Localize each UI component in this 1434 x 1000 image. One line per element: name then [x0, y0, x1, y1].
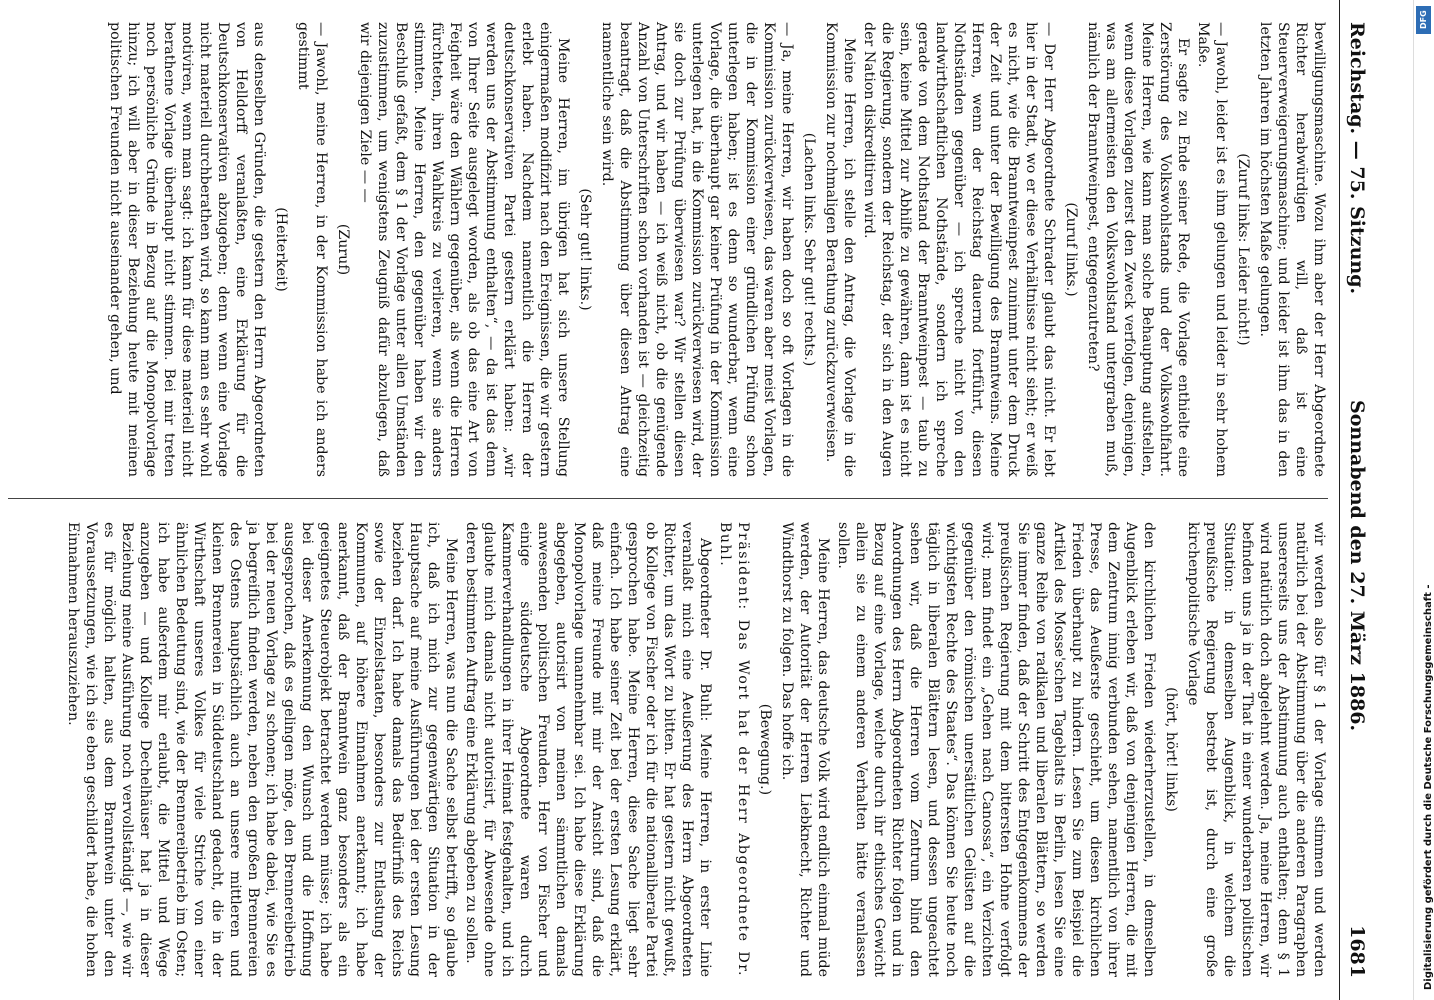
paragraph: (Lachen links. Sehr gut! rechts.) [801, 132, 817, 367]
paragraph: aus denselben Gründen, die gestern den Herrn Abgeordneten von Helldorff veranlaßten, eine Erklärung für die Deutschkonservativen abzugeben; denn wenn eine Vorlage nicht materiell durchberathen wird, so kann man es sehr wohl motiviren, wenn man sagt: ich kann für diese materiell nicht berathene Vorlage überhaupt nicht stimmen. Bei mir treten noch persönliche Gründe in Bezug auf die Monopolvorlage hinzu; ich will aber in dieser Beziehung heute mit meinen politischen Freunden nicht auseinander gehen, und [107, 22, 267, 477]
paragraph: Meine Herren, im übrigen hat sich unsere Stellung einigermaßen modifizirt nach den Ereignissen, die wir gestern erlebt haben. Nachdem namentlich die Herren der deutschkonservativen Partei gestern erklärt haben: „wir werden uns der Abstimmung enthalten“, — da ist das denn von Ihrer Seite ausgelegt worden, als ob das eine Art von Feigheit wäre den Wählern gegenüber, als wenn die Herren fürchteten, ihren Wahlkreis zu verlieren, wenn sie anders stimmten. Meine Herren, den gegenüber haben wir den Beschluß gefaßt, dem § 1 der Vorlage unter allen Umständen zuzustimmen, um wenigstens Zeugniß dafür abzulegen, daß wir diejenigen Ziele — — [357, 22, 571, 477]
paragraph: bewilligungsmaschine. Wozu ihm aber der Herr Abgeordnete Richter herabwürdigen will, daß ist eine Steuerverweigerungsmaschine; und leider ist ihm das in den letzten Jahren im höchsten Maße gelungen. [1257, 22, 1327, 477]
paragraph: — Jawohl, meine Herren, in der Kommission habe ich anders gestimmt [295, 22, 329, 477]
paragraph: Meine Herren, was nun die Sache selbst betrifft, so glaube ich, daß ich mich zur gegenwärtigen Situation in der Hauptsache auf meine Ausführungen bei der ersten Lesung beziehen darf. Ich habe damals das Bedürfniß des Reichs sowie der Einzelstaaten, besonders zur Entlastung der Kommunen, auf höhere Einnahmen anerkannt; ich habe anerkannt, daß der Branntwein ganz besonders als ein geeignetes Steuerobjekt betrachtet werden müsse; ich habe bei dieser Anerkennung den Wunsch und die Hoffnung ausgesprochen, daß es gelingen möge, den Brennereibetrieb bei der neuen Vorlage zu schonen; ich habe dabei, wie Sie es ja begreiflich finden werden, neben den großen Brennereien des Ostens hauptsächlich auch an unsere mittleren und kleinen Brennereien in Süddeutschland gedacht, die in der Wirthschaft unseres Volkes für viele Striche von einer ähnlichen Bedeutung sind, wie der Brennereibetrieb im Osten; ich habe außerdem mir erlaubt, die Mittel und Wege anzugeben — und Kollege Dechelhäuser hat ja in dieser Beziehung meine Ausführung noch vervollständigt —, wie wir es für möglich halten, aus dem Branntwein unter den Voraussetzungen, wie ich sie eben geschildert habe, die hohen Einnahmen herauszuziehen. [65, 522, 459, 977]
paragraph: (Heiterkeit) [273, 207, 289, 292]
paragraph: (Zuruf) [335, 223, 351, 276]
paragraph: (Zuruf links.) [1063, 202, 1079, 297]
paragraph: Präsident: Das Wort hat der Herr Abgeordnete Dr. Buhl. [717, 522, 751, 977]
text-column-left [8, 22, 1328, 477]
paragraph: den kirchlichen Frieden wiederherzustellen, in demselben Augenblick erleben wir, daß von denjenigen Herren, die mit dem Zentrum innig verbunden sehen, namentlich von ihrer Presse, das Aeußerste geschieht, um diesen kirchlichen Frieden überhaupt zu hindern. Lesen Sie zum Beispiel die Artikel des Mosse'schen Tageblatts in Berlin, lesen Sie eine ganze Reihe von radikalen und liberalen Blättern, so werden Sie immer finden, daß der Schritt des Entgegenkommens der preußischen Regierung mit dem bittersten Hohne verfolgt wird; man findet ein „Gehen nach Canossa“, ein Verzichten gegenüber den römischen unersättlichen Gelüsten auf die wichtigsten Rechte des Staates“. Das können Sie heute noch täglich in liberalen Blättern lesen, und dessen ungeachtet sehen wir, daß die Herren vom Zentrum blind den Anordnungen des Herrn Abgeordneten Richter folgen und in Bezug auf eine Vorlage, welche durch ihr ethisches Gewicht allein sie zu einem anderen Verhalten hätte veranlassen sollen. [835, 522, 1157, 977]
paragraph: (Bewegung.) [757, 703, 773, 796]
paragraph: (hört, hört! links) [1163, 687, 1179, 812]
text-column-right [8, 522, 1328, 977]
header-center: Sonnabend den 27. März 1886. [1346, 400, 1368, 732]
paragraph: Er sagte zu Ende seiner Rede, die Vorlage enthielte eine Zerstörung des Volkswohlstands und der Volkswohlfahrt. Meine Herren, wie kann man solche Behauptung aufstellen, wenn diese Vorlagen zuerst den Zweck verfolgen, denjenigen, was am allermeisten den Volkswohlstand untergraben muß, nämlich der Branntweinpest, entgegenzutreten? [1085, 22, 1191, 477]
digitization-caption: Digitalisierung gefördert durch die Deutsche Forschungsgemeinschaft - [1423, 584, 1434, 990]
paragraph: (Zuruf links: Leider nicht!) [1235, 153, 1251, 346]
paragraph: Meine Herren, das deutsche Volk wird endlich einmal müde werden, der Autorität der Herren Liebknecht, Richter und Windthorst zu folgen. Das hoffe ich. [779, 522, 831, 977]
paragraph: Abgeordneter Dr. Buhl: Meine Herren, in erster Linie veranlaßt mich eine Aeußerung des Herrn Abgeordneten Richter, um das Wort zu bitten. Er hat gestern nicht gewußt, ob Kollege von Fischer oder ich für die nationalliberale Partei gesprochen habe. Meine Herren, diese Sache liegt sehr einfach. Ich habe seiner Zeit bei der ersten Lesung erklärt, daß meine Freunde mit mir der Ansicht sind, daß die Monopolvorlage unannehmbar sei. Ich habe diese Erklärung abgegeben, autorisirt von meinen sämmtlichen damals anwesenden politischen Freunden. Herr von Fischer und einige süddeutsche Abgeordnete waren durch Kammerverhandlungen in ihrer Heimat festgehalten, und ich glaubte mich damals nicht autorisirt, für Abwesende ohne deren bestimmten Auftrag eine Erklärung abgeben zu sollen. [463, 522, 713, 977]
paragraph: Meine Herren, ich stelle den Antrag, die Vorlage in die Kommission zur nochmaligen Berathung zurückzuverweisen. [823, 22, 857, 477]
page-number: 1681 [1346, 925, 1368, 978]
dfg-logo: DFG [1416, 6, 1431, 34]
paragraph: wir werden also für § 1 der Vorlage stimmen und werden natürlich bei der Abstimmung über die anderen Paragraphen unsererseits uns der Abstimmung auch enthalten; denn § 1 wird natürlich doch abgelehnt werden. Ja, meine Herren, wir befinden uns ja in der That in einer wunderbaren politischen Situation: in demselben Augenblick, in welchem die preußische Regierung bestrebt ist, durch eine große kirchenpolitische Vorlage [1185, 522, 1327, 977]
header-left: Reichstag. — 75. Sitzung. [1346, 22, 1368, 295]
paragraph: — Der Herr Abgeordnete Schrader glaubt das nicht. Er lebt hier in der Stadt, wo er diese Verhältnisse nicht sieht; er weiß es nicht, wie die Branntweinpest zunimmt unter dem Druck der Zeit und unter der Bewilligung des Branntweins. Meine Herren, wenn der Reichstag dauernd fortführt, diesen Nothständen gegenüber — ich spreche nicht von den landwirthschaftlichen Nothstände, sondern ich spreche gerade von dem Nothstand der Branntweinpest — taub zu sein, keine Mittel zur Abhilfe zu gewähren, dann ist es nicht die Regierung, sondern der Reichstag, der sich in den Augen der Nation diskreditiren wird. [861, 22, 1057, 477]
paragraph: (Sehr gut! links.) [577, 188, 593, 311]
paragraph: — Ja, meine Herren, wir haben doch so oft Vorlagen in die Kommission zurückverwiesen, das waren aber meist Vorlagen, die in der Kommission einer gründlichen Prüfung schon unterlegen haben; ist es denn so wunderbar, wenn eine Vorlage, die überhaupt gar keiner Prüfung in der Kommission unterlegen hat, in die Kommission zurückverwiesen wird, der sie doch zur Prüfung überwiesen war? Wir stellen diesen Antrag, und wir haben — ich weiß nicht, ob die genügende Anzahl von Unterschriften schon vorhanden ist — gleichzeitig beantragt, daß die Abstimmung über diesen Antrag eine namentliche sein wird. [599, 22, 795, 477]
paragraph: — Jawohl, leider ist es ihm gelungen und leider in sehr hohem Maße. [1195, 22, 1229, 477]
page-header [1339, 0, 1380, 1000]
column-divider [8, 498, 1328, 499]
digitization-strip [1413, 0, 1433, 1000]
